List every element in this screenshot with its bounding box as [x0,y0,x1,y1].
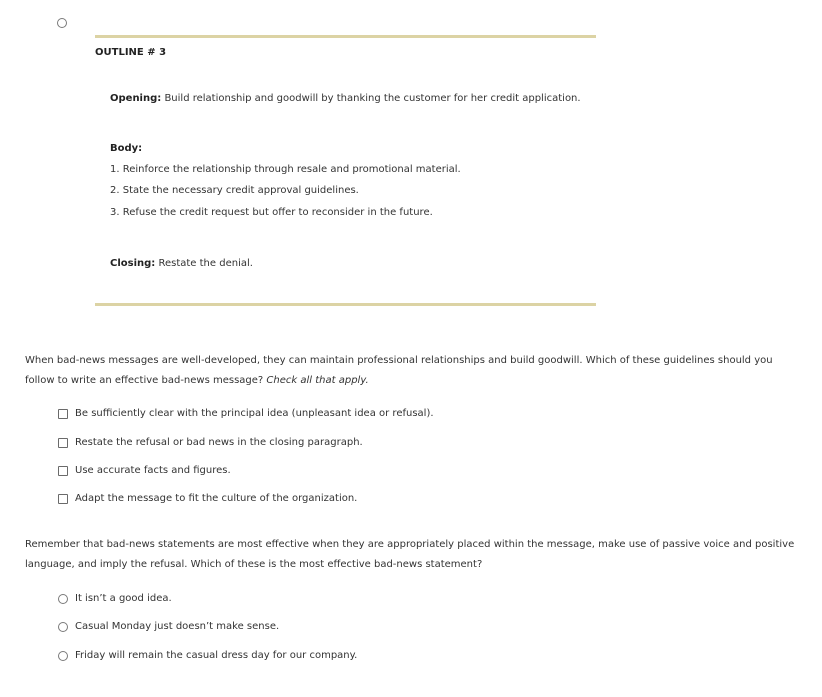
closing-label: Closing: [110,258,156,269]
outline-closing [110,258,253,269]
opening-text: Build relationship and goodwill by thanking the customer for her credit application. [161,93,581,104]
q1-option-4-label[interactable]: Adapt the message to fit the culture of the organization. [75,493,358,504]
body-item-3: 3. Refuse the credit request but offer to reconsider in the future. [110,207,433,218]
q1-option-2-checkbox[interactable] [58,438,68,448]
q1-option-2[interactable] [58,437,363,448]
q2-option-2-label[interactable]: Casual Monday just doesn’t make sense. [75,621,280,632]
outline-bottom-rule [95,303,596,306]
question-1-instruction: Check all that apply. [266,375,369,386]
outline-top-rule [95,35,596,38]
q2-option-1-label[interactable]: It isn’t a good idea. [75,593,172,604]
q1-option-3-label[interactable]: Use accurate facts and figures. [75,465,231,476]
opening-label: Opening: [110,93,162,104]
closing-text: Restate the denial. [155,258,253,269]
q2-option-3-radio[interactable] [58,651,68,661]
q1-option-1-checkbox[interactable] [58,409,68,419]
q2-option-2[interactable] [58,621,279,632]
body-item-2: 2. State the necessary credit approval guidelines. [110,185,359,196]
q1-option-2-label[interactable]: Restate the refusal or bad news in the closing paragraph. [75,437,363,448]
q1-option-4[interactable] [58,493,357,504]
q2-option-1[interactable] [58,593,172,604]
q1-option-4-checkbox[interactable] [58,494,68,504]
question-1-text [25,351,800,391]
outline-3-radio[interactable] [57,18,67,28]
q2-option-2-radio[interactable] [58,622,68,632]
outline-title: OUTLINE # 3 [95,47,167,58]
question-2-text: Remember that bad-news statements are most effective when they are appropriately placed within the message, make use of passive voice and positive language, and imply the refusal. Which of these is the most effective bad-news statement? [25,539,795,570]
q1-option-3[interactable] [58,465,231,476]
q1-option-1[interactable] [58,408,434,419]
q1-option-1-label[interactable]: Be sufficiently clear with the principal idea (unpleasant idea or refusal). [75,408,434,419]
q2-option-3[interactable] [58,650,357,661]
question-1-prompt: When bad-news messages are well-developed, they can maintain professional relationships and build goodwill. Which of these guidelines should you follow to write an effective bad-news message? [25,355,773,386]
q1-option-3-checkbox[interactable] [58,466,68,476]
body-label: Body: [110,143,143,154]
q2-option-1-radio[interactable] [58,594,68,604]
q2-option-3-label[interactable]: Friday will remain the casual dress day for our company. [75,650,358,661]
outline-opening [110,93,581,104]
body-item-1: 1. Reinforce the relationship through resale and promotional material. [110,164,461,175]
